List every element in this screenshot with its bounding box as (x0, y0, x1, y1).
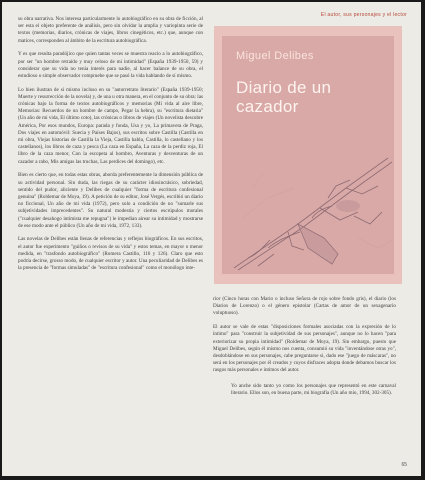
book-cover-title: Diario de un cazador (236, 78, 332, 116)
paragraph: Las novelas de Delibes están llenas de referencias y reflejos biográficos. En sus escritos, el autor fue experimento "guiños o revisos de su vida" y estos temas, en mayor o menor medida, en "trasfondo autobiográfico" (Romera Castillo, 116 y 126). Claro que esto podría decirse, grosso modo, de cualquier escritor y autor. Una peculiaridad de Delibes es la presencia de "formas simuladas" de "escritura confesional" como el monólogo inte- (18, 236, 203, 272)
paragraph: Bien es cierto que, en todas estas obras, aborda preferentemente la dimensión pública de su actividad personal. Sin duda, las riegas de su carácter idiosincrásico, sobriedad, sentido del pudor, aliciente y Delibes de cualquier "forma de escritura confesional genuina" (Roldemar de Moya, 19). A petición de su editor, José Vergés, escribió un diario no ficcional, Un año de mi vida (1972), pero solo a condición de no "sumarle sus subjetividades imprecedentes". Su natural modestia y ciertos escrúpulos morales ("cualquier desahogo intimista me repugna") le impedían airear su intimidad y mostrarse de ese modo ante el público (Un año de mi vida, 1972, 133). (18, 172, 203, 229)
left-text-column (18, 16, 203, 279)
running-header: El autor, sus personajes y el lector (320, 12, 407, 18)
paragraph: Y es que resulta paradójico que quien tantas veces se muestra reacio a lo autobiográfico, por ser "un hombre retraído y muy celoso de mi intimidad" (España 1939-1950, 59) y considerar que su vida no tenía interés para nadie, al hacer balance de su obra, el estudioso o simple observador compruebe que se pasó la vida hablando de sí mismo. (18, 51, 203, 79)
paragraph: su obra narrativa. Nos interesa particularmente lo autobiográfico en su obra de ficción, al ser esta el objeto preferente de análisis, pero sin olvidar la amplia y variopinta serie de textos (memorias, diarios, crónicas de viajes, libros cinegéticos, etc.) que, aunque con matices, corresponden al ámbito de la escritura autobiográfica. (18, 16, 203, 44)
right-text-column (213, 296, 396, 403)
book-cover-panel (222, 36, 394, 274)
paragraph: Lo bien ilustran de sí mismo incluso en su "autorretrato literario" (España 1939-1950; Muerte y resurrección de la novela) y, de una u otra manera, en el conjunto de su obra: las crónicas bajo la forma de textos autobiográficos y memorias (Mi vida al aire libre, Memorias: Recuerdos de un hombre de campo, Pegar la hebra), su "escritura dietaria" (Un año de mi vida, El último coto), las crónicas o libros de viajes (Un novelista descubre América, Por esos mundos, Europa: parada y fonda, Usa y yo, La primavera de Praga, Dos viajes en automóvil: Suecia y Países Bajos), sus escritos sobre Castilla (Castilla en mi obra, Viejas historias de Castilla la Vieja, Castilla habla, Castilla, lo castellano y los castellanos), los libros de caza y pesca (La caza en España, La caza de la perdiz roja, El libro de la caza menor, Con la escopeta al hombro, Aventuras y desventuras de un cazador a rabo, Mis amigas las truchas, Las perdices del domingo), etc. (18, 86, 204, 165)
quote-note: Yo anche sido tanto yo como los personajes que representó en este carnaval literario. Ellos son, en buena parte, mi biografía (Un año mío, 1994, 302-305). (231, 382, 396, 396)
page-number: 65 (401, 462, 407, 468)
paragraph: El autor se vale de estas "disposiciones formales asociadas con la expresión de lo íntimo" para "construir la subjetividad de sus personajes", aunque no lo hacen "para exteriorizar su propia intimidad" (Roldemar de Moya, 19). Sin embargo, puesto que Miguel Delibes, según él mismo nos cuenta, consumió su vida "inventándose otras yo", desdoblándose en sus personajes, cabe preguntarse si, dado ese "juego de máscaras", no será en los personajes por él creados y cuyos disfraces adopta donde debamos buscar los rasgos más personales e íntimos del autor. (213, 324, 396, 374)
book-cover-author: Miguel Delibes (236, 50, 314, 62)
paragraph: rior (Cinco horas con Mario o incluso Señora de rojo sobre fondo gris), el diario (los Diarios de Lorenzo) o el género epistolar (Cartas de amor de un sexagenario voluptuoso). (213, 296, 396, 317)
book-page (2, 2, 421, 476)
book-cover-image (214, 26, 402, 284)
shotgun-illustration (228, 128, 396, 274)
